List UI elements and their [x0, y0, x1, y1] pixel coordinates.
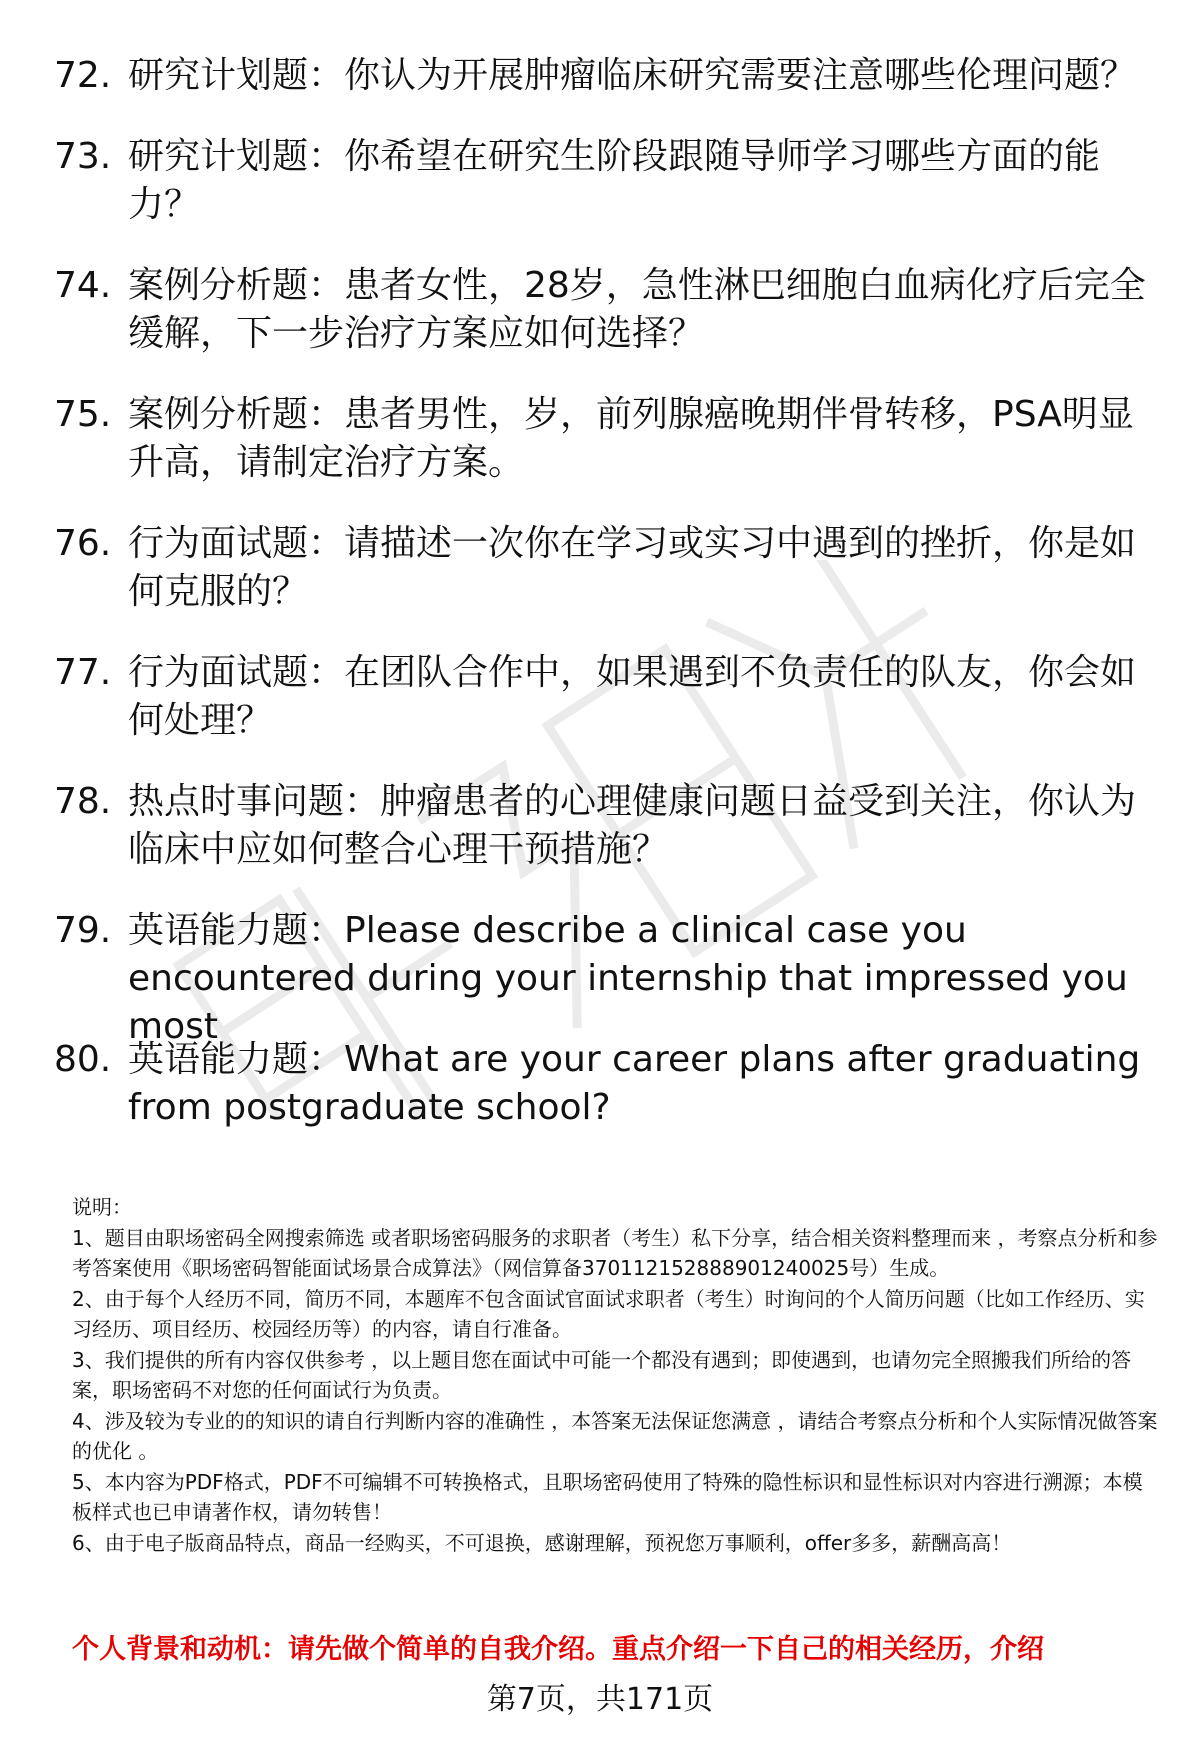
- question-number: 74.: [54, 265, 112, 306]
- question-number: 75.: [54, 394, 112, 435]
- question-text: 案例分析题：患者女性，28岁，急性淋巴细胞白血病化疗后完全缓解，下一步治疗方案应如何选择？: [128, 265, 1146, 354]
- question-text: 案例分析题：患者男性，岁，前列腺癌晚期伴骨转移，PSA明显升高，请制定治疗方案。: [128, 394, 1134, 483]
- question-text: 热点时事问题：肿瘤患者的心理健康问题日益受到关注，你认为临床中应如何整合心理干预措施？: [128, 781, 1137, 870]
- question-text: 研究计划题：你希望在研究生阶段跟随导师学习哪些方面的能力？: [128, 136, 1101, 225]
- question-item: [0, 1036, 1200, 1132]
- question-number: 80.: [54, 1039, 112, 1080]
- note-item: 1、题目由职场密码全网搜索筛选 或者职场密码服务的求职者（考生）私下分享，结合相关资料整理而来 ，考察点分析和参考答案使用《职场密码智能面试场景合成算法》（网信算备370112152888901240025号）生成。: [72, 1225, 1158, 1280]
- note-item: 2、由于每个人经历不同，简历不同，本题库不包含面试官面试求职者（考生）时询问的个人简历问题（比如工作经历、实习经历、项目经历、校园经历等）的内容，请自行准备。: [72, 1286, 1145, 1341]
- question-number: 77.: [54, 652, 112, 693]
- page-number: 第7页，共171页: [486, 1682, 714, 1717]
- note-item: 4、涉及较为专业的的知识的请自行判断内容的准确性 ，本答案无法保证您满意 ，请结合考察点分析和个人实际情况做答案的优化 。: [72, 1408, 1158, 1463]
- promo-text: 个人背景和动机：请先做个简单的自我介绍。重点介绍一下自己的相关经历，介绍: [72, 1634, 1044, 1665]
- question-text: 行为面试题：请描述一次你在学习或实习中遇到的挫折，你是如何克服的？: [128, 523, 1137, 612]
- question-text: 英语能力题：What are your career plans after graduating from postgraduate school?: [128, 1039, 1141, 1128]
- question-number: 76.: [54, 523, 112, 564]
- question-item: [0, 133, 1200, 229]
- question-item: [0, 262, 1200, 358]
- question-item: [0, 52, 1200, 100]
- notes-title: 说明：: [72, 1195, 132, 1219]
- question-number: 78.: [54, 781, 112, 822]
- question-item: [0, 649, 1200, 745]
- question-item: [0, 907, 1200, 1047]
- question-text: 研究计划题：你认为开展肿瘤临床研究需要注意哪些伦理问题？: [128, 55, 1137, 96]
- note-item: 6、由于电子版商品特点，商品一经购买，不可退换，感谢理解，预祝您万事顺利，offer多多，薪酬高高！: [72, 1530, 1012, 1555]
- question-number: 73.: [54, 136, 112, 177]
- note-item: 3、我们提供的所有内容仅供参考 ，以上题目您在面试中可能一个都没有遇到；即使遇到，也请勿完全照搬我们所给的答案，职场密码不对您的任何面试行为负责。: [72, 1347, 1132, 1402]
- question-item: [0, 391, 1200, 487]
- notes-section: [72, 1192, 1162, 1558]
- question-list: [0, 52, 1200, 1165]
- question-number: 72.: [54, 55, 112, 96]
- note-item: 5、本内容为PDF格式，PDF不可编辑不可转换格式，且职场密码使用了特殊的隐性标识和显性标识对内容进行溯源；本模板样式也已申请著作权，请勿转售！: [72, 1469, 1143, 1524]
- question-item: [0, 778, 1200, 874]
- question-text: 行为面试题：在团队合作中，如果遇到不负责任的队友，你会如何处理？: [128, 652, 1137, 741]
- question-item: [0, 520, 1200, 616]
- question-text: 英语能力题：Please describe a clinical case you encountered during your internship that impressed you most: [128, 910, 1128, 1047]
- question-number: 79.: [54, 910, 112, 951]
